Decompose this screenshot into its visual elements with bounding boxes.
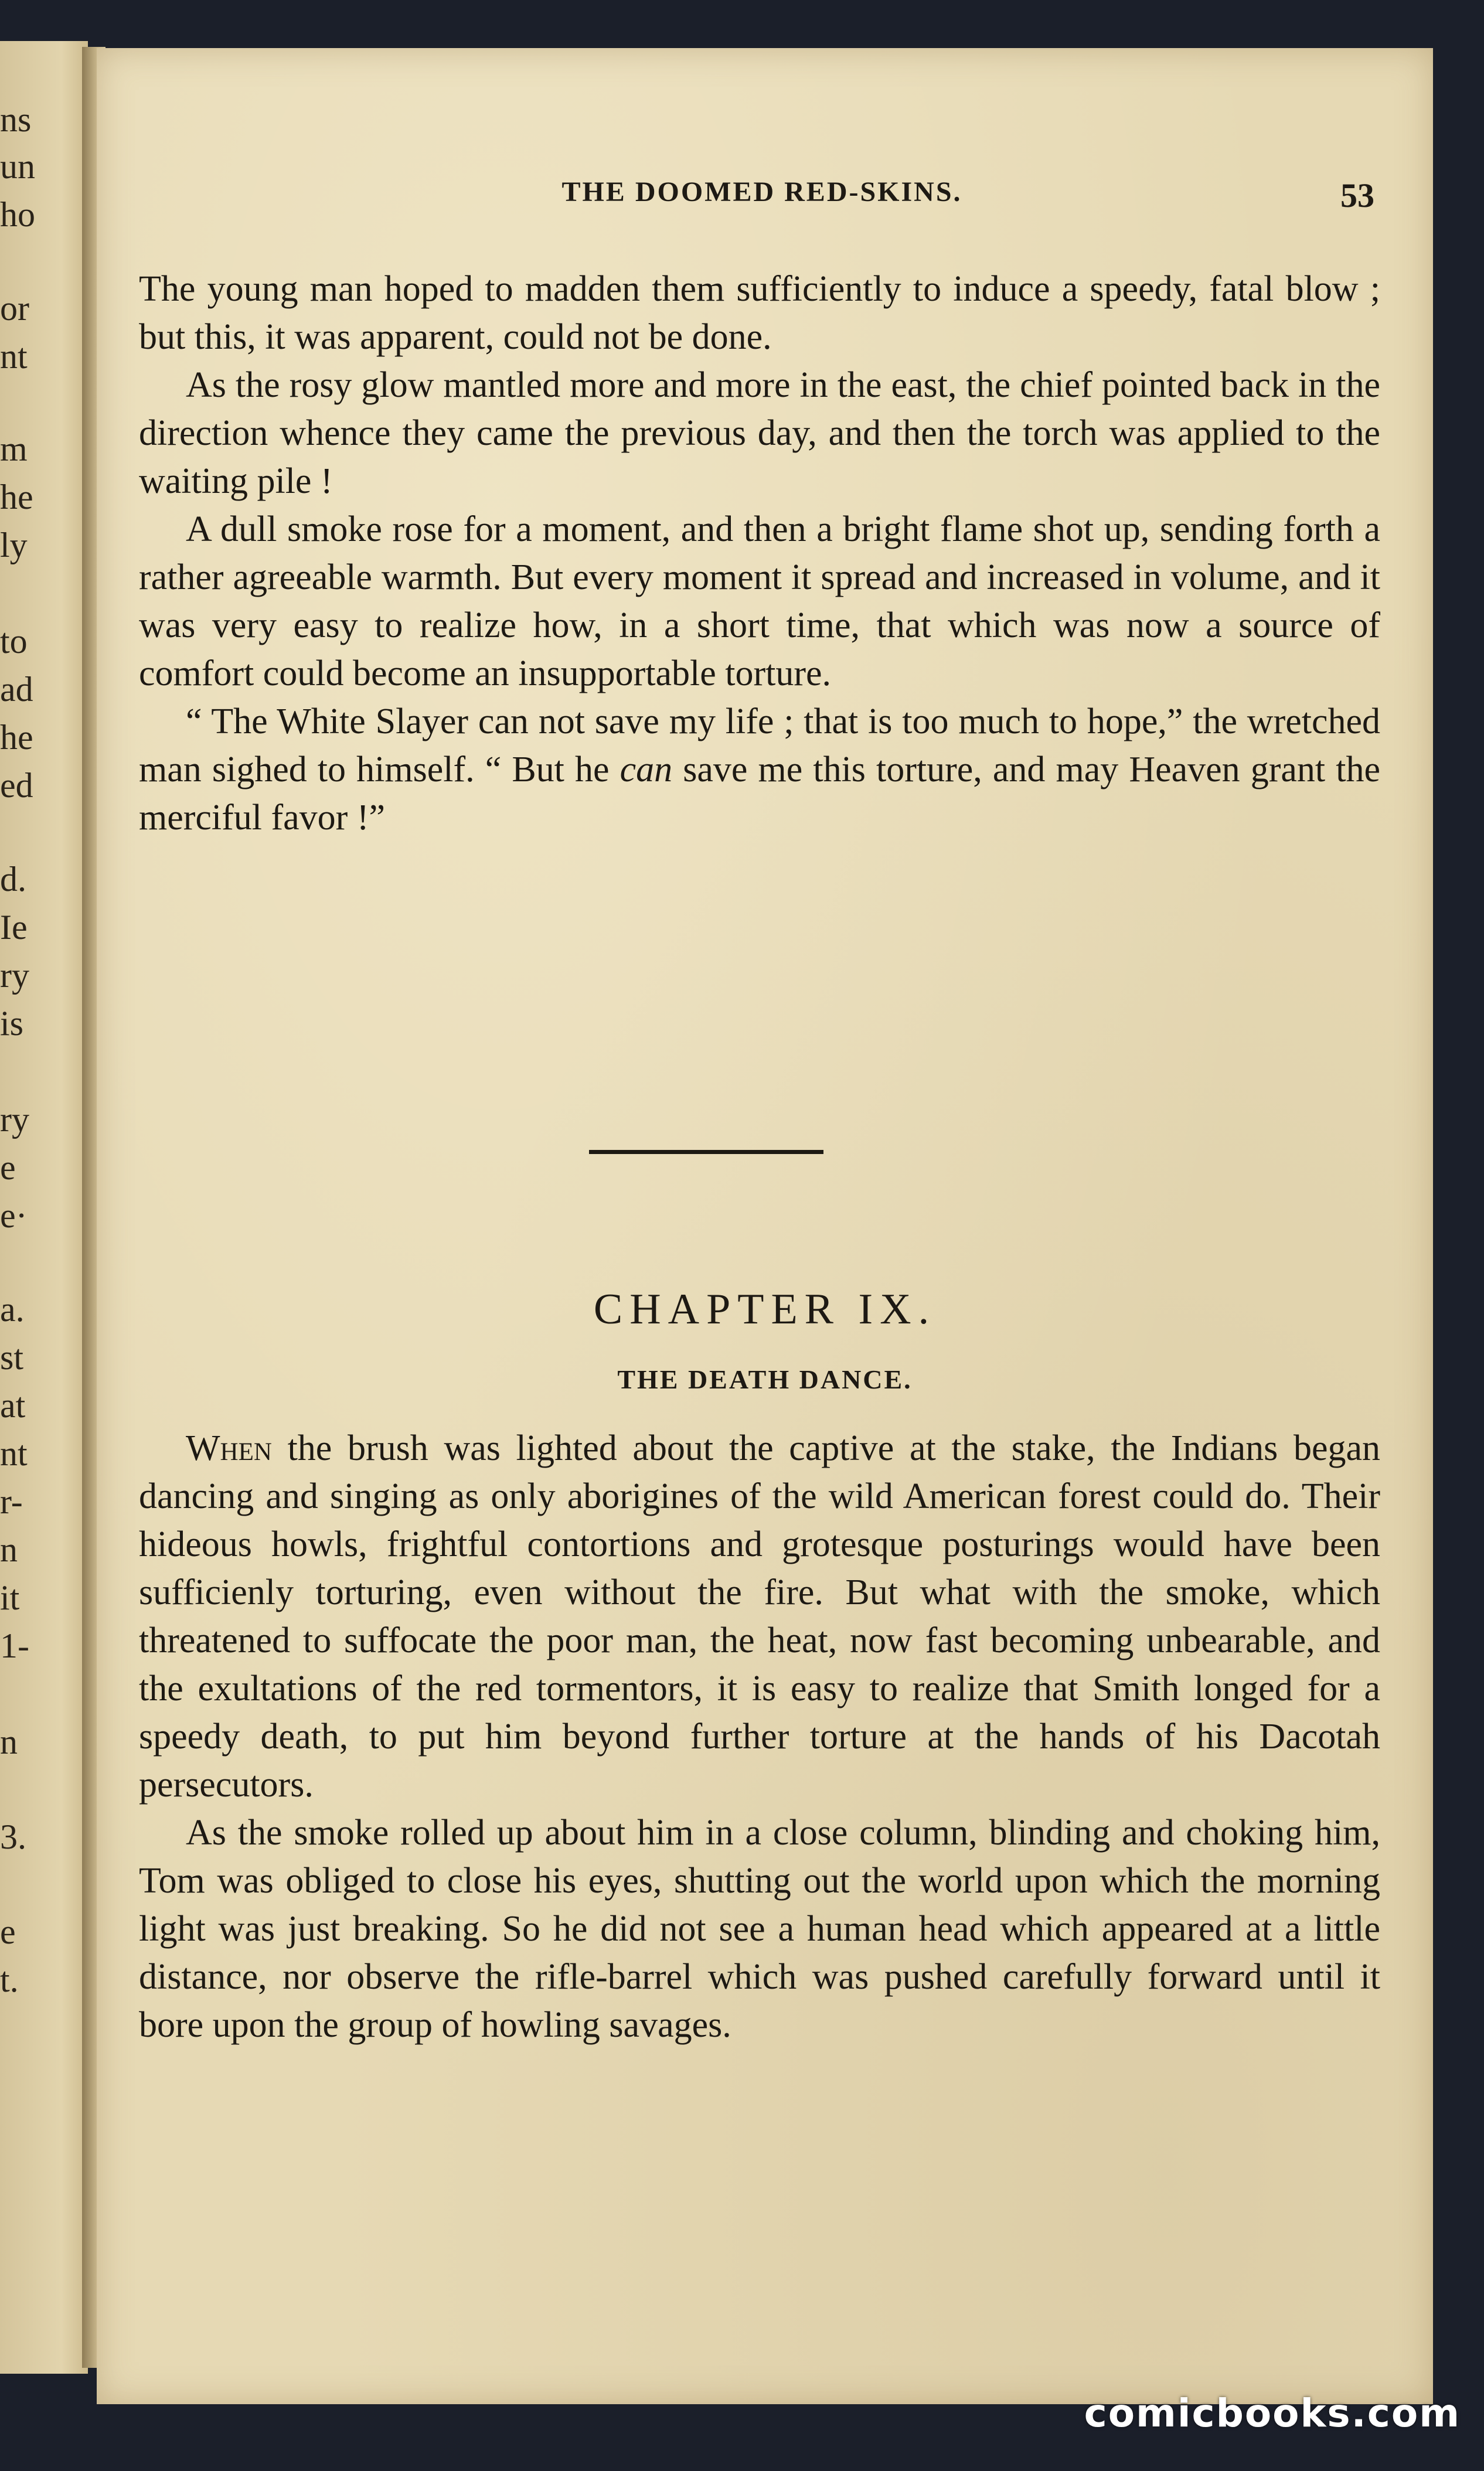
left-page-fragment: nt xyxy=(0,1434,28,1473)
left-page-fragment: 3. xyxy=(0,1817,26,1856)
left-page-fragment: ad xyxy=(0,670,33,709)
quote-paragraph xyxy=(139,697,1380,842)
left-page-fragment: ed xyxy=(0,766,33,805)
left-page-fragment: st xyxy=(0,1338,24,1377)
left-page-fragment: n xyxy=(0,1530,18,1569)
left-page-fragment: it xyxy=(0,1578,20,1617)
paragraph: As the smoke rolled up about him in a close column, blinding and choking him, Tom was obliged to close his eyes, shutting out the world upon which the morning light was just breaking. So he did not see a human head which appeared at a little distance, nor observe the rifle-barrel which was pushed carefully forward until it bore upon the group of howling savages. xyxy=(139,1813,1380,2045)
left-page-fragment: ly xyxy=(0,526,28,564)
left-page-fragment: nt xyxy=(0,337,28,376)
chapter-subtitle: THE DEATH DANCE. xyxy=(617,1364,913,1394)
left-page-fragment: Ie xyxy=(0,908,28,947)
passage-one xyxy=(139,265,1380,842)
section-divider-rule xyxy=(589,1150,823,1154)
book-page xyxy=(97,48,1433,2404)
left-page-fragment: e xyxy=(0,1148,16,1187)
paragraph: As the rosy glow mantled more and more in the east, the chief pointed back in the direction whence they came the previous day, and then the torch was applied to the waiting pile ! xyxy=(139,365,1380,501)
paragraph: A dull smoke rose for a moment, and then a bright flame shot up, sending forth a rather agreeable warmth. But every moment it spread and increased in volume, and it was very easy to realize how, in a short time, that which was now a source of comfort could become an insupportable torture. xyxy=(139,509,1380,693)
left-page-fragment: 1- xyxy=(0,1626,29,1665)
left-page-fragment: ho xyxy=(0,195,35,234)
left-page-fragment: to xyxy=(0,622,28,661)
paragraph-text: the brush was lighted about the captive at the stake, the Indians began dancing and singing as only aborigines of the wild American forest could do. Their hideous howls, frightful contortions and grotesque posturings would have been sufficienly torturing, even without the fire. But what with the smoke, which threatened to suffocate the poor man, the heat, now fast becoming unbearable, and the exultations of the red tormentors, it is easy to realize that Smith longed for a speedy death, to put him beyond further torture at the hands of his Dacotah persecutors. xyxy=(139,1428,1380,1805)
lead-word: When xyxy=(186,1428,272,1468)
quote-text: “ The White Slayer can not save my life ; that is too much to hope,” the wretched man sighed to himself. “ But he xyxy=(139,702,1380,789)
previous-page-edge xyxy=(0,41,88,2374)
left-page-fragment: e· xyxy=(0,1196,28,1235)
left-page-fragment: un xyxy=(0,147,35,186)
left-page-fragment: ry xyxy=(0,956,29,995)
left-page-fragment: ry xyxy=(0,1100,29,1139)
left-page-fragment: ns xyxy=(0,100,32,139)
left-page-fragment: e xyxy=(0,1912,16,1951)
left-page-fragment: a. xyxy=(0,1290,25,1329)
watermark: comicbooks.com xyxy=(1084,2391,1461,2436)
left-page-fragment: or xyxy=(0,289,29,328)
paragraph xyxy=(139,1424,1380,1809)
passage-two xyxy=(139,1424,1380,2049)
left-page-fragment: he xyxy=(0,718,33,757)
left-page-fragment: m xyxy=(0,430,28,468)
paragraph: The young man hoped to madden them sufficiently to induce a speedy, fatal blow ; but this, it was apparent, could not be done. xyxy=(139,269,1380,357)
chapter-heading: CHAPTER IX. xyxy=(593,1285,937,1333)
emphasis-word: can xyxy=(620,750,673,789)
running-header xyxy=(97,176,1433,217)
left-page-fragment: d. xyxy=(0,860,26,898)
left-page-fragment: t. xyxy=(0,1961,19,1999)
left-page-fragment: at xyxy=(0,1386,26,1425)
left-page-fragment: r- xyxy=(0,1482,23,1521)
running-title: THE DOOMED RED-SKINS. xyxy=(561,176,962,207)
left-page-fragment: n xyxy=(0,1723,18,1761)
page-number: 53 xyxy=(1340,176,1374,215)
quote-text: save me this torture, and may Heaven grant the merciful favor !” xyxy=(139,750,1380,838)
left-page-fragment: is xyxy=(0,1004,24,1043)
left-page-fragment: he xyxy=(0,478,33,516)
